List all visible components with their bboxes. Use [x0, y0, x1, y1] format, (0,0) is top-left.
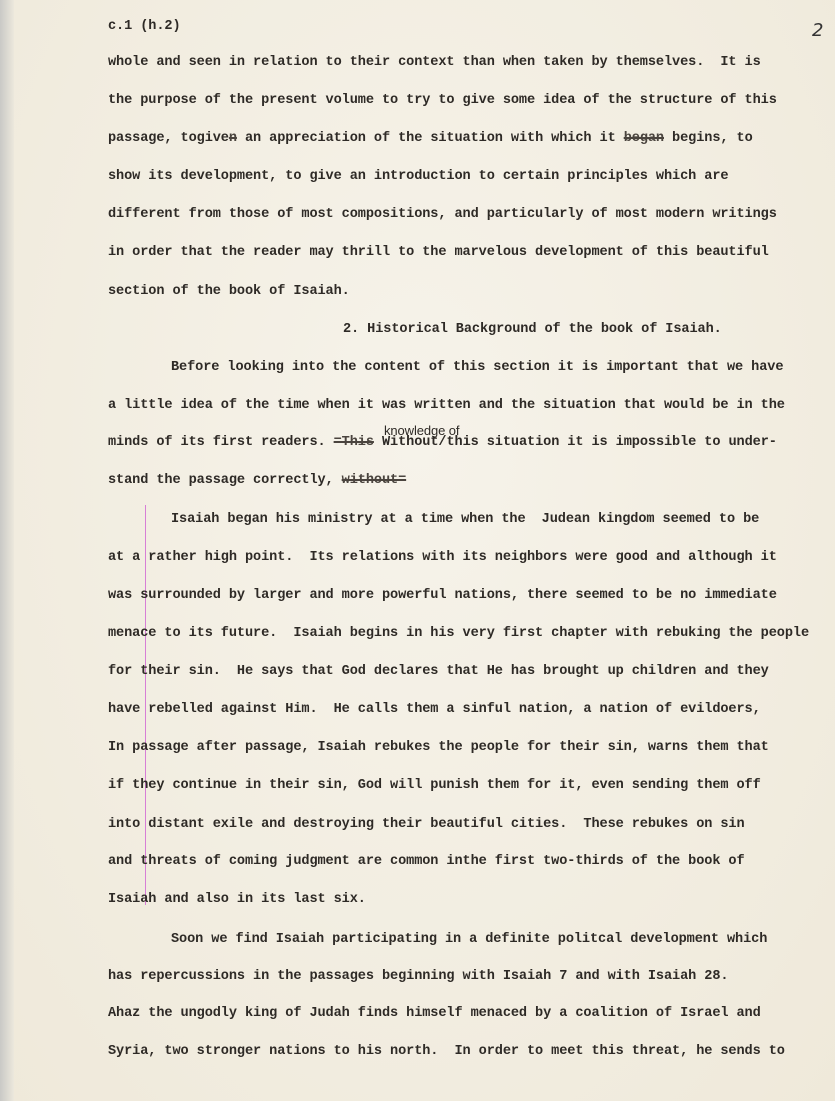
struck-text: n [228, 131, 237, 146]
text-line: the purpose of the present volume to try to give some idea of the structure of this [108, 93, 777, 108]
text-segment: stand the passage correctly, [108, 473, 342, 488]
text-line: if they continue in their sin, God will punish them for it, even sending them off [108, 778, 761, 793]
text-line [108, 131, 753, 147]
section-heading: 2. Historical Background of the book of Isaiah. [343, 322, 722, 337]
text-line: and threats of coming judgment are common inthe first two-thirds of the book of [108, 854, 745, 869]
text-line: section of the book of Isaiah. [108, 284, 350, 299]
text-line: has repercussions in the passages beginning with Isaiah 7 and with Isaiah 28. [108, 969, 729, 984]
struck-text: without= [341, 473, 407, 488]
header-reference: c.1 (h.2) [108, 19, 181, 34]
handwritten-page-number: 2 [812, 20, 824, 41]
text-segment: passage, togive [108, 131, 229, 146]
text-line: Before looking into the content of this section it is important that we have [171, 360, 784, 375]
text-segment: /this situation it is impossible to under- [438, 435, 777, 450]
text-line: menace to its future. Isaiah begins in his very first chapter with rebuking the people [108, 626, 810, 641]
text-line: for their sin. He says that God declares that He has brought up children and they [108, 664, 769, 679]
text-segment: minds of its first readers. [108, 435, 334, 450]
struck-text: =This [333, 435, 374, 450]
text-line: Isaiah began his ministry at a time when the Judean kingdom seemed to be [171, 512, 760, 527]
struck-text: began [623, 131, 664, 146]
text-line: in order that the reader may thrill to the marvelous development of this beautiful [108, 245, 769, 260]
text-line: at a rather high point. Its relations with its neighbors were good and although it [108, 550, 777, 565]
text-line: whole and seen in relation to their context than when taken by themselves. It is [108, 55, 761, 70]
text-line: have rebelled against Him. He calls them a sinful nation, a nation of evildoers, [108, 702, 761, 717]
text-line: Ahaz the ungodly king of Judah finds himself menaced by a coalition of Israel and [108, 1006, 761, 1021]
text-line: was surrounded by larger and more powerful nations, there seemed to be no immediate [108, 588, 777, 603]
text-line: show its development, to give an introduction to certain principles which are [108, 169, 729, 184]
text-line [108, 473, 406, 489]
text-line: a little idea of the time when it was written and the situation that would be in the [108, 398, 785, 413]
text-line: Isaiah and also in its last six. [108, 892, 366, 907]
text-segment: begins, to [664, 131, 753, 146]
text-line: Soon we find Isaiah participating in a definite politcal development which [171, 932, 768, 947]
text-line [108, 423, 777, 451]
text-segment: Without [373, 435, 439, 450]
text-line: into distant exile and destroying their beautiful cities. These rebukes on sin [108, 817, 745, 832]
text-line: Syria, two stronger nations to his north. In order to meet this threat, he sends to [108, 1044, 785, 1059]
handwritten-insertion: knowledge of [384, 423, 460, 438]
page-edge [0, 0, 14, 1101]
text-line: different from those of most compositions, and particularly of most modern writings [108, 207, 777, 222]
text-segment: an appreciation of the situation with which it [236, 131, 624, 146]
text-line: In passage after passage, Isaiah rebukes the people for their sin, warns them that [108, 740, 769, 755]
